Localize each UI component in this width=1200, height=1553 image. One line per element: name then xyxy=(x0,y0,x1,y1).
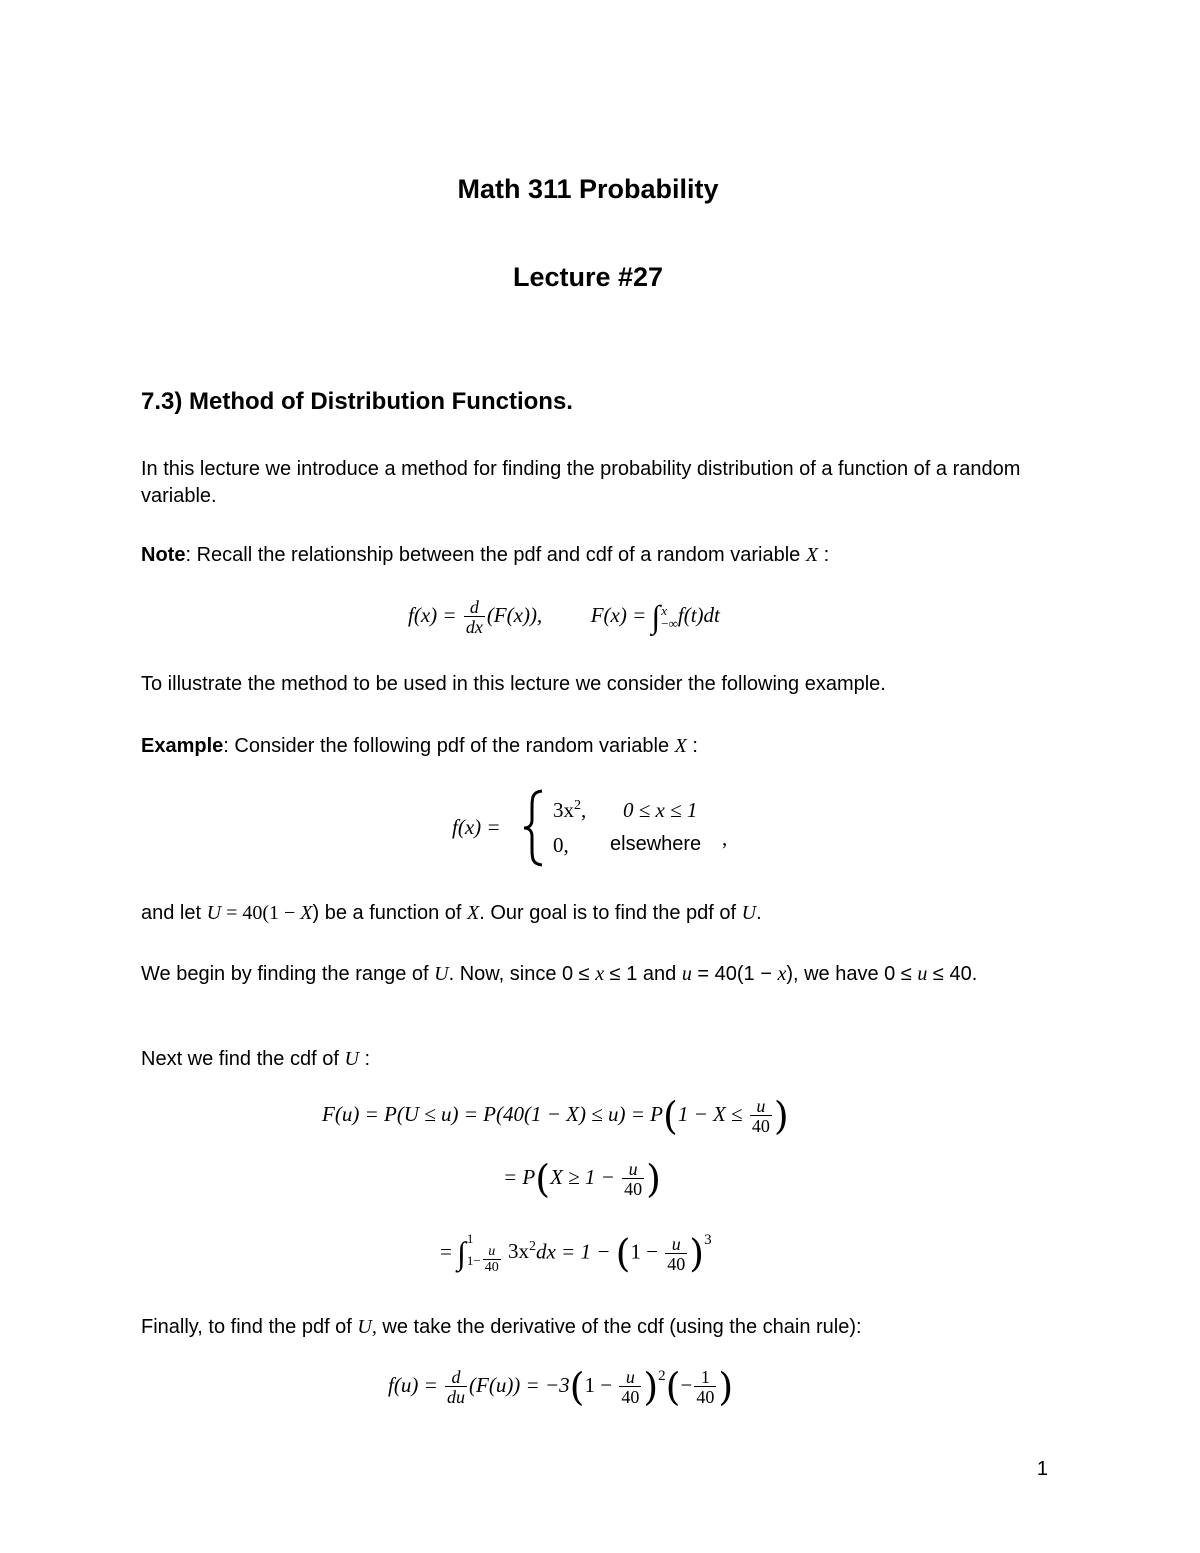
final-close-paren2: ) xyxy=(718,1365,734,1409)
final-fraction2 xyxy=(694,1368,716,1406)
range-t5: ), we have 0 ≤ xyxy=(786,963,918,985)
final-fraction1 xyxy=(619,1368,641,1406)
final-num2: 1 xyxy=(700,1367,710,1387)
lecture-number: Lecture #27 xyxy=(512,262,664,292)
final-d-num: d xyxy=(451,1367,461,1387)
cdf3-close-paren: ) xyxy=(689,1231,705,1276)
note-text: : Recall the relationship between the pdf and cdf of a random variable xyxy=(185,544,801,566)
cdf2-open-paren: ( xyxy=(535,1157,551,1201)
equation-pdf-cdf xyxy=(408,598,720,636)
cdf3-limits xyxy=(467,1232,503,1275)
piecewise-trailing-comma: , xyxy=(722,826,728,850)
let-u: U xyxy=(206,902,222,924)
final-lhs: f(u) = xyxy=(388,1372,438,1397)
cdf3-num: u xyxy=(671,1233,681,1254)
finally-paragraph xyxy=(141,1314,1059,1341)
example-paragraph xyxy=(141,733,1059,760)
let-x: X xyxy=(300,902,313,924)
let-t2: = 40(1 − xyxy=(221,902,301,924)
case2-condition: elsewhere xyxy=(610,833,702,855)
case2 xyxy=(553,833,569,858)
range-x2: x xyxy=(777,963,787,985)
cdf3-lower-den: 40 xyxy=(484,1260,499,1275)
case1-expr xyxy=(553,798,586,822)
cdf1-den: 40 xyxy=(751,1116,770,1136)
eq1-limits xyxy=(661,604,678,630)
case1 xyxy=(553,798,586,823)
cdf1-inner: 1 − X ≤ xyxy=(677,1101,743,1126)
range-t2: . Now, since 0 ≤ xyxy=(448,963,596,985)
illustrate-paragraph: To illustrate the method to be used in this lecture we consider the following example. xyxy=(141,673,886,695)
cdf2-fraction xyxy=(622,1160,644,1198)
let-x2: X xyxy=(467,902,480,924)
intro-paragraph: In this lecture we introduce a method for finding the probability distribution of a function of a random variable. xyxy=(141,458,1021,507)
eq1-d-den: dx xyxy=(465,617,483,637)
cdf3-inner: 1 − xyxy=(630,1239,659,1264)
range-t1: We begin by finding the range of xyxy=(141,963,435,985)
page-number: 1 xyxy=(1036,1458,1048,1480)
note-end: : xyxy=(818,544,830,566)
note-var: X xyxy=(805,544,819,566)
cdf3-integrand xyxy=(508,1239,536,1263)
cdf1-num: u xyxy=(756,1096,766,1116)
final-power: 2 xyxy=(658,1368,666,1384)
let-t1: and let xyxy=(141,902,207,924)
note-paragraph xyxy=(141,542,1059,569)
next-u: U xyxy=(344,1048,359,1070)
final-derivative xyxy=(445,1368,467,1406)
eq1-integrand: f(t)dt xyxy=(677,602,720,627)
cdf3-fraction xyxy=(665,1235,687,1273)
cdf3-integral-sign: ∫ xyxy=(457,1235,466,1271)
let-t4: . Our goal is to find the pdf of xyxy=(479,902,742,924)
final-close-paren1: ) xyxy=(643,1365,659,1409)
note-label: Note xyxy=(141,544,186,566)
finally-t2: we take the derivative of the cdf (using the chain rule): xyxy=(376,1316,862,1338)
cdf3-lower-frac xyxy=(483,1245,501,1275)
let-paragraph xyxy=(141,900,1059,927)
let-u2: U xyxy=(741,902,757,924)
eq1-derivative xyxy=(464,598,485,636)
page-title: Math 311 Probability xyxy=(457,174,719,204)
case1-condition xyxy=(623,798,697,823)
equation-cdf-line2 xyxy=(503,1157,661,1201)
let-t5: . xyxy=(756,902,762,924)
left-brace-icon xyxy=(520,788,546,868)
cdf3-upper: 1 xyxy=(466,1231,474,1246)
case1-sep: , xyxy=(581,798,587,822)
cdf3-lower xyxy=(467,1245,503,1275)
final-den: 40 xyxy=(621,1387,640,1407)
eq1-upper: x xyxy=(661,603,668,618)
cdf1-open-paren: ( xyxy=(662,1094,678,1138)
cdf3-power: 3 xyxy=(704,1232,712,1248)
example-label: Example xyxy=(141,735,224,757)
case1-exponent: 2 xyxy=(574,798,581,813)
final-d-den: du xyxy=(447,1387,465,1407)
range-t4: = 40(1 − xyxy=(691,963,778,985)
example-var: X xyxy=(674,735,687,757)
range-x: x xyxy=(595,963,605,985)
final-inner: 1 − xyxy=(584,1372,613,1397)
range-u: U xyxy=(434,963,449,985)
equation-final-pdf xyxy=(388,1365,734,1409)
final-open-paren1: ( xyxy=(569,1365,585,1409)
case1-base: 3x xyxy=(553,798,574,822)
range-t6: ≤ 40. xyxy=(927,963,978,985)
eq2-lhs xyxy=(452,815,501,840)
cdf3-open-paren: ( xyxy=(615,1231,631,1276)
final-num: u xyxy=(625,1367,635,1387)
equation-cdf-line1 xyxy=(322,1094,789,1138)
cdf3-dx: dx = 1 − xyxy=(535,1239,611,1264)
example-text: : Consider the following pdf of the random variable xyxy=(223,735,670,757)
cdf3-integrand-base: 3x xyxy=(507,1239,529,1264)
cdf3-den: 40 xyxy=(667,1253,686,1274)
eq1-integral-sign: ∫ xyxy=(651,598,661,635)
final-open-paren2: ( xyxy=(665,1365,681,1409)
eq1-rhs: (F(x)), xyxy=(486,602,543,627)
eq2-lhs-text: f(x) = xyxy=(452,815,501,839)
range-paragraph xyxy=(141,961,1059,988)
finally-t1: Finally, to find the pdf of xyxy=(141,1316,358,1338)
cdf1-close-paren: ) xyxy=(773,1094,789,1138)
final-neg: − xyxy=(680,1372,693,1397)
final-mid: (F(u)) = −3 xyxy=(469,1372,570,1397)
cdf3-eq: = xyxy=(440,1239,452,1264)
cdf2-den: 40 xyxy=(624,1179,643,1199)
finally-u: U, xyxy=(357,1316,377,1338)
range-t3: ≤ 1 and xyxy=(604,963,682,985)
cdf3-integrand-exp: 2 xyxy=(528,1239,536,1255)
eq1-cdf-lhs: F(x) = xyxy=(590,602,647,627)
case2-expr: 0, xyxy=(553,833,569,857)
let-t3: ) be a function of xyxy=(312,902,468,924)
next-t2: : xyxy=(358,1048,371,1070)
eq1-lhs: f(x) = xyxy=(408,602,457,627)
range-u-small: u xyxy=(681,963,692,985)
cdf2-inner: X ≥ 1 − xyxy=(550,1164,615,1189)
cdf2-num: u xyxy=(628,1159,638,1179)
eq1-lower: −∞ xyxy=(661,616,678,631)
case1-cond-text: 0 ≤ x ≤ 1 xyxy=(623,798,698,822)
section-heading: 7.3) Method of Distribution Functions. xyxy=(141,388,573,415)
cdf1-fraction xyxy=(750,1097,772,1135)
cdf3-lower-num: u xyxy=(488,1244,496,1259)
cdf2-close-paren: ) xyxy=(646,1157,661,1201)
eq1-d-num: d xyxy=(469,597,479,617)
example-end: : xyxy=(686,735,698,757)
final-den2: 40 xyxy=(696,1387,715,1407)
next-t1: Next we find the cdf of xyxy=(141,1048,345,1070)
cdf1-text: F(u) = P(U ≤ u) = P(40(1 − X) ≤ u) = P xyxy=(322,1101,663,1126)
next-paragraph xyxy=(141,1046,1059,1073)
equation-cdf-line3 xyxy=(440,1232,712,1275)
cdf3-lower-pre: 1− xyxy=(466,1252,481,1268)
range-u-small2: u xyxy=(917,963,928,985)
cdf2-eq: = P xyxy=(503,1164,536,1189)
